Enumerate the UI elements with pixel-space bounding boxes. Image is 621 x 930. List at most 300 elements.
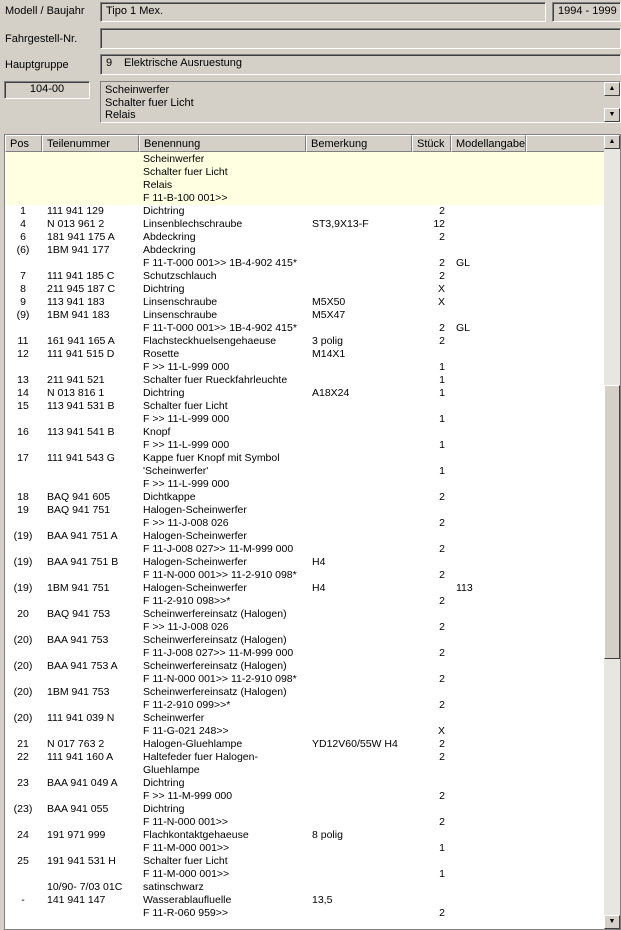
cell-pos: 6 bbox=[20, 231, 26, 243]
cell-stueck: 2 bbox=[439, 270, 445, 282]
cell-modellangabe bbox=[456, 556, 526, 569]
table-row[interactable] bbox=[5, 257, 605, 270]
arrow-up-icon[interactable]: ▲ bbox=[604, 82, 620, 96]
cell-stueck: 1 bbox=[439, 361, 445, 373]
cell-teilenummer: 111 941 160 A bbox=[47, 751, 114, 763]
cell-benennung: Dichtring bbox=[143, 777, 185, 789]
table-row[interactable] bbox=[5, 894, 605, 907]
table-row[interactable] bbox=[5, 725, 605, 738]
cell-bemerkung bbox=[312, 413, 412, 426]
cell-stueck: 2 bbox=[439, 335, 445, 347]
table-row[interactable] bbox=[5, 647, 605, 660]
modell-field[interactable]: Tipo 1 Mex. bbox=[100, 2, 546, 22]
cell-modellangabe bbox=[456, 166, 526, 179]
cell-benennung: F 11-N-000 001>> 11-2-910 098* bbox=[143, 569, 297, 581]
cell-stueck: 1 bbox=[439, 374, 445, 386]
cell-stueck bbox=[409, 608, 445, 621]
cell-bemerkung: H4 bbox=[312, 556, 326, 568]
cell-modellangabe bbox=[456, 205, 526, 218]
cell-bemerkung bbox=[312, 842, 412, 855]
cell-bemerkung bbox=[312, 478, 412, 491]
cell-modellangabe bbox=[456, 868, 526, 881]
cell-stueck: X bbox=[437, 283, 445, 295]
cell-modellangabe bbox=[456, 309, 526, 322]
cell-stueck bbox=[409, 530, 445, 543]
cell-benennung: Dichtring bbox=[143, 387, 185, 399]
cell-benennung: F 11-2-910 099>>* bbox=[143, 699, 231, 711]
header-bemerkung[interactable]: Bemerkung bbox=[306, 135, 412, 152]
cell-bemerkung bbox=[312, 205, 412, 218]
cell-pos: 20 bbox=[17, 608, 29, 620]
cell-pos bbox=[5, 881, 41, 894]
cell-teilenummer bbox=[47, 673, 139, 686]
cell-stueck bbox=[409, 777, 445, 790]
cell-bemerkung bbox=[312, 244, 412, 257]
cell-modellangabe bbox=[456, 907, 526, 920]
table-row[interactable] bbox=[5, 556, 605, 569]
cell-teilenummer bbox=[47, 465, 139, 478]
cell-bemerkung: 3 polig bbox=[312, 335, 343, 347]
table-row[interactable] bbox=[5, 842, 605, 855]
cell-modellangabe bbox=[456, 660, 526, 673]
cell-modellangabe bbox=[456, 413, 526, 426]
cell-teilenummer: 141 941 147 bbox=[47, 894, 106, 906]
cell-benennung: F >> 11-L-999 000 bbox=[143, 413, 230, 425]
cell-pos bbox=[5, 907, 41, 920]
cell-pos: 21 bbox=[17, 738, 29, 750]
table-row[interactable] bbox=[5, 296, 605, 309]
cell-benennung: Halogen-Gluehlampe bbox=[143, 738, 243, 750]
table-header bbox=[5, 135, 605, 152]
scrollbar-thumb[interactable] bbox=[604, 385, 620, 659]
cell-benennung: Halogen-Scheinwerfer bbox=[143, 556, 247, 568]
cell-modellangabe bbox=[456, 478, 526, 491]
cell-pos: 23 bbox=[17, 777, 29, 789]
table-row[interactable] bbox=[5, 686, 605, 699]
cell-benennung: Schutzschlauch bbox=[143, 270, 217, 282]
table-row[interactable] bbox=[5, 179, 605, 192]
cell-modellangabe bbox=[456, 179, 526, 192]
cell-benennung: F 11-T-000 001>> 1B-4-902 415* bbox=[143, 322, 297, 334]
cell-pos: 22 bbox=[17, 751, 29, 763]
table-row[interactable] bbox=[5, 387, 605, 400]
cell-pos bbox=[5, 478, 41, 491]
cell-teilenummer: 1BM 941 177 bbox=[47, 244, 110, 256]
cell-stueck bbox=[409, 153, 445, 166]
table-row[interactable] bbox=[5, 634, 605, 647]
fahrgestell-field[interactable] bbox=[100, 28, 621, 49]
table-row[interactable] bbox=[5, 530, 605, 543]
table-row[interactable] bbox=[5, 322, 605, 335]
cell-stueck: 1 bbox=[439, 842, 445, 854]
table-row[interactable] bbox=[5, 504, 605, 517]
cell-benennung: Knopf bbox=[143, 426, 171, 438]
cell-benennung: Scheinwerfereinsatz (Halogen) bbox=[143, 686, 287, 698]
cell-modellangabe bbox=[456, 569, 526, 582]
cell-benennung: Halogen-Scheinwerfer bbox=[143, 504, 247, 516]
cell-stueck: 2 bbox=[439, 647, 445, 659]
cell-teilenummer bbox=[47, 764, 139, 777]
cell-bemerkung: 8 polig bbox=[312, 829, 343, 841]
table-row[interactable] bbox=[5, 452, 605, 465]
cell-stueck: 2 bbox=[439, 205, 445, 217]
cell-bemerkung bbox=[312, 907, 412, 920]
cell-teilenummer bbox=[47, 361, 139, 374]
cell-pos: 9 bbox=[20, 296, 26, 308]
table-row[interactable] bbox=[5, 738, 605, 751]
table-row[interactable] bbox=[5, 361, 605, 374]
cell-teilenummer: N 013 961 2 bbox=[47, 218, 105, 230]
cell-stueck bbox=[409, 764, 445, 777]
cell-stueck: 2 bbox=[439, 569, 445, 581]
cell-teilenummer bbox=[47, 153, 139, 166]
cell-teilenummer bbox=[47, 816, 139, 829]
table-row[interactable] bbox=[5, 309, 605, 322]
table-row[interactable] bbox=[5, 855, 605, 868]
cell-modellangabe bbox=[456, 894, 526, 907]
cell-teilenummer bbox=[47, 166, 139, 179]
cell-modellangabe bbox=[456, 608, 526, 621]
cell-stueck: 2 bbox=[439, 517, 445, 529]
table-row[interactable] bbox=[5, 751, 605, 764]
cell-stueck: 2 bbox=[439, 673, 445, 685]
cell-bemerkung: M14X1 bbox=[312, 348, 346, 360]
cell-stueck: 1 bbox=[439, 868, 445, 880]
cell-benennung: Scheinwerfer bbox=[143, 712, 205, 724]
table-row[interactable] bbox=[5, 231, 605, 244]
cell-benennung: F >> 11-L-999 000 bbox=[143, 439, 230, 451]
cell-stueck bbox=[409, 803, 445, 816]
cell-pos bbox=[5, 257, 41, 270]
cell-teilenummer: 111 941 185 C bbox=[47, 270, 115, 282]
cell-pos: 13 bbox=[17, 374, 29, 386]
cell-teilenummer: 161 941 165 A bbox=[47, 335, 115, 347]
cell-stueck bbox=[409, 686, 445, 699]
cell-teilenummer: 113 941 541 B bbox=[47, 426, 115, 438]
cell-benennung: Flachsteckhuelsengehaeuse bbox=[143, 335, 277, 347]
cell-stueck bbox=[409, 881, 445, 894]
cell-teilenummer: BAA 941 751 A bbox=[47, 530, 118, 542]
cell-stueck: 2 bbox=[439, 543, 445, 555]
table-row[interactable] bbox=[5, 400, 605, 413]
cell-pos: (9) bbox=[16, 309, 30, 321]
cell-modellangabe bbox=[456, 348, 526, 361]
cell-teilenummer: 181 941 175 A bbox=[47, 231, 115, 243]
cell-pos bbox=[5, 764, 41, 777]
table-row[interactable] bbox=[5, 244, 605, 257]
table-row[interactable] bbox=[5, 218, 605, 231]
table-row[interactable] bbox=[5, 868, 605, 881]
cell-pos: 7 bbox=[20, 270, 26, 282]
cell-modellangabe bbox=[456, 491, 526, 504]
cell-teilenummer: 191 941 531 H bbox=[47, 855, 116, 867]
cell-modellangabe bbox=[456, 231, 526, 244]
cell-bemerkung bbox=[312, 361, 412, 374]
cell-modellangabe bbox=[456, 543, 526, 556]
cell-benennung: Flachkontaktgehaeuse bbox=[143, 829, 249, 841]
cell-teilenummer bbox=[47, 322, 139, 335]
cell-bemerkung bbox=[312, 595, 412, 608]
cell-pos bbox=[5, 179, 41, 192]
table-row[interactable] bbox=[5, 699, 605, 712]
cell-benennung: F 11-R-060 959>> bbox=[143, 907, 229, 919]
cell-bemerkung bbox=[312, 257, 412, 270]
cell-modellangabe bbox=[456, 738, 526, 751]
table-row[interactable] bbox=[5, 803, 605, 816]
cell-bemerkung bbox=[312, 673, 412, 686]
cell-benennung: Scheinwerfereinsatz (Halogen) bbox=[143, 660, 287, 672]
cell-stueck bbox=[409, 192, 445, 205]
cell-stueck bbox=[409, 400, 445, 413]
cell-pos: 25 bbox=[17, 855, 29, 867]
cell-pos bbox=[5, 673, 41, 686]
cell-modellangabe bbox=[456, 634, 526, 647]
cell-teilenummer bbox=[47, 725, 139, 738]
cell-pos: (20) bbox=[13, 686, 33, 698]
cell-benennung: F >> 11-J-008 026 bbox=[143, 621, 229, 633]
cell-bemerkung bbox=[312, 465, 412, 478]
cell-teilenummer: 1BM 941 183 bbox=[47, 309, 110, 321]
table-row[interactable] bbox=[5, 426, 605, 439]
cell-bemerkung bbox=[312, 283, 412, 296]
cell-benennung: Rosette bbox=[143, 348, 180, 360]
cell-benennung: 'Scheinwerfer' bbox=[143, 465, 209, 477]
cell-teilenummer: 111 941 129 bbox=[47, 205, 104, 217]
cell-bemerkung bbox=[312, 660, 412, 673]
table-row[interactable] bbox=[5, 660, 605, 673]
cell-benennung: F 11-J-008 027>> 11-M-999 000 bbox=[143, 543, 294, 555]
table-row[interactable] bbox=[5, 348, 605, 361]
cell-stueck bbox=[409, 712, 445, 725]
cell-pos bbox=[5, 816, 41, 829]
cell-modellangabe bbox=[456, 517, 526, 530]
cell-stueck bbox=[409, 348, 445, 361]
cell-teilenummer bbox=[47, 413, 139, 426]
cell-bemerkung: M5X50 bbox=[312, 296, 346, 308]
cell-benennung: Relais bbox=[143, 179, 173, 191]
cell-bemerkung bbox=[312, 803, 412, 816]
cell-modellangabe bbox=[456, 244, 526, 257]
cell-bemerkung: A18X24 bbox=[312, 387, 350, 399]
cell-bemerkung bbox=[312, 543, 412, 556]
cell-modellangabe bbox=[456, 153, 526, 166]
cell-pos bbox=[5, 166, 41, 179]
cell-modellangabe bbox=[456, 387, 526, 400]
cell-bemerkung bbox=[312, 400, 412, 413]
cell-teilenummer bbox=[47, 439, 139, 452]
cell-bemerkung bbox=[312, 608, 412, 621]
cell-pos bbox=[5, 699, 41, 712]
cell-bemerkung bbox=[312, 322, 412, 335]
cell-modellangabe bbox=[456, 374, 526, 387]
cell-benennung: F 11-N-000 001>> bbox=[143, 816, 229, 828]
cell-pos: (20) bbox=[13, 660, 33, 672]
subgroup-code[interactable]: 104-00 bbox=[4, 81, 90, 99]
cell-teilenummer bbox=[47, 842, 139, 855]
table-row[interactable] bbox=[5, 608, 605, 621]
cell-modellangabe bbox=[456, 699, 526, 712]
cell-stueck: 2 bbox=[439, 738, 445, 750]
cell-modellangabe bbox=[456, 426, 526, 439]
cell-stueck: 2 bbox=[439, 322, 445, 334]
table-row[interactable] bbox=[5, 777, 605, 790]
header-benennung[interactable]: Benennung bbox=[139, 135, 306, 152]
cell-pos bbox=[5, 543, 41, 556]
cell-teilenummer bbox=[47, 699, 139, 712]
cell-benennung: F >> 11-J-008 026 bbox=[143, 517, 229, 529]
subgroup-line: Relais bbox=[105, 109, 136, 121]
table-row[interactable] bbox=[5, 712, 605, 725]
cell-modellangabe bbox=[456, 881, 526, 894]
table-row[interactable] bbox=[5, 439, 605, 452]
cell-bemerkung bbox=[312, 569, 412, 582]
table-row[interactable] bbox=[5, 621, 605, 634]
cell-bemerkung bbox=[312, 777, 412, 790]
cell-bemerkung bbox=[312, 517, 412, 530]
cell-stueck: X bbox=[437, 725, 445, 737]
cell-bemerkung bbox=[312, 439, 412, 452]
table-row[interactable] bbox=[5, 764, 605, 777]
table-row[interactable] bbox=[5, 517, 605, 530]
cell-bemerkung bbox=[312, 231, 412, 244]
cell-modellangabe bbox=[456, 218, 526, 231]
cell-teilenummer: BAQ 941 751 bbox=[47, 504, 111, 516]
header-teilenummer[interactable]: Teilenummer bbox=[42, 135, 139, 152]
table-row[interactable] bbox=[5, 205, 605, 218]
arrow-down-icon[interactable]: ▼ bbox=[604, 108, 620, 122]
cell-benennung: F >> 11-L-999 000 bbox=[143, 478, 230, 490]
cell-pos bbox=[5, 725, 41, 738]
cell-modellangabe bbox=[456, 400, 526, 413]
table-row[interactable] bbox=[5, 283, 605, 296]
cell-pos bbox=[5, 322, 41, 335]
table-row[interactable] bbox=[5, 413, 605, 426]
cell-stueck: 1 bbox=[439, 387, 445, 399]
cell-benennung: Dichtring bbox=[143, 283, 185, 295]
cell-pos: 14 bbox=[17, 387, 29, 399]
cell-pos: 12 bbox=[17, 348, 29, 360]
table-row[interactable] bbox=[5, 595, 605, 608]
cell-teilenummer: 1BM 941 751 bbox=[47, 582, 110, 594]
cell-stueck: 12 bbox=[433, 218, 445, 230]
cell-bemerkung bbox=[312, 816, 412, 829]
table-row[interactable] bbox=[5, 491, 605, 504]
cell-modellangabe bbox=[456, 335, 526, 348]
cell-bemerkung bbox=[312, 881, 412, 894]
cell-bemerkung bbox=[312, 855, 412, 868]
cell-modellangabe bbox=[456, 829, 526, 842]
cell-pos bbox=[5, 153, 41, 166]
cell-benennung: Schalter fuer Rueckfahrleuchte bbox=[143, 374, 288, 386]
table-row[interactable] bbox=[5, 907, 605, 920]
table-row[interactable] bbox=[5, 192, 605, 205]
cell-bemerkung bbox=[312, 504, 412, 517]
cell-bemerkung bbox=[312, 166, 412, 179]
cell-pos bbox=[5, 621, 41, 634]
cell-teilenummer: BAA 941 753 A bbox=[47, 660, 118, 672]
cell-benennung: Schalter fuer Licht bbox=[143, 855, 228, 867]
cell-pos: (19) bbox=[13, 556, 33, 568]
cell-benennung: Abdeckring bbox=[143, 244, 196, 256]
modell-label: Modell / Baujahr bbox=[5, 5, 85, 17]
cell-stueck: 1 bbox=[439, 413, 445, 425]
table-row[interactable] bbox=[5, 543, 605, 556]
table-row[interactable] bbox=[5, 166, 605, 179]
cell-benennung: Linsenblechschraube bbox=[143, 218, 243, 230]
cell-pos: 1 bbox=[20, 205, 26, 217]
cell-stueck: 2 bbox=[439, 257, 445, 269]
cell-bemerkung bbox=[312, 491, 412, 504]
cell-benennung: F 11-G-021 248>> bbox=[143, 725, 229, 737]
table-row[interactable] bbox=[5, 153, 605, 166]
cell-modellangabe bbox=[456, 855, 526, 868]
fahrgestell-label: Fahrgestell-Nr. bbox=[5, 33, 78, 45]
table-row[interactable] bbox=[5, 569, 605, 582]
cell-pos bbox=[5, 465, 41, 478]
cell-bemerkung: H4 bbox=[312, 582, 326, 594]
cell-stueck: 2 bbox=[439, 231, 445, 243]
table-row[interactable] bbox=[5, 790, 605, 803]
table-row[interactable] bbox=[5, 270, 605, 283]
table-row[interactable] bbox=[5, 335, 605, 348]
cell-teilenummer bbox=[47, 595, 139, 608]
cell-benennung: F 11-J-008 027>> 11-M-999 000 bbox=[143, 647, 294, 659]
cell-modellangabe bbox=[456, 283, 526, 296]
table-row[interactable] bbox=[5, 478, 605, 491]
cell-modellangabe bbox=[456, 530, 526, 543]
cell-stueck: 1 bbox=[439, 439, 445, 451]
table-row[interactable] bbox=[5, 829, 605, 842]
hauptgruppe-field[interactable] bbox=[100, 54, 621, 75]
cell-stueck bbox=[409, 309, 445, 322]
header-pos[interactable]: Pos bbox=[5, 135, 42, 152]
cell-pos: 11 bbox=[17, 335, 29, 347]
hauptgruppe-label: Hauptgruppe bbox=[5, 59, 69, 71]
cell-stueck: 1 bbox=[439, 465, 445, 477]
cell-modellangabe bbox=[456, 725, 526, 738]
table-row[interactable] bbox=[5, 374, 605, 387]
cell-stueck bbox=[409, 660, 445, 673]
cell-stueck bbox=[409, 894, 445, 907]
cell-stueck: 2 bbox=[439, 595, 445, 607]
header-modellangabe[interactable]: Modellangabe bbox=[451, 135, 526, 152]
cell-pos: 16 bbox=[17, 426, 29, 438]
table-row[interactable] bbox=[5, 582, 605, 595]
cell-pos: (19) bbox=[13, 582, 33, 594]
baujahr-field[interactable]: 1994 - 1999 bbox=[552, 2, 621, 22]
table-row[interactable] bbox=[5, 465, 605, 478]
cell-bemerkung bbox=[312, 374, 412, 387]
table-scrollbar[interactable] bbox=[604, 135, 620, 929]
table-row[interactable] bbox=[5, 881, 605, 894]
header-stueck[interactable]: Stück bbox=[412, 135, 451, 152]
cell-stueck bbox=[409, 556, 445, 569]
description-scrollbar[interactable] bbox=[604, 82, 620, 122]
table-row[interactable] bbox=[5, 816, 605, 829]
cell-teilenummer bbox=[47, 790, 139, 803]
arrow-down-icon[interactable]: ▼ bbox=[604, 915, 620, 929]
cell-stueck: 2 bbox=[439, 790, 445, 802]
cell-modellangabe: GL bbox=[456, 257, 471, 269]
cell-modellangabe bbox=[456, 504, 526, 517]
cell-teilenummer: 111 941 515 D bbox=[47, 348, 115, 360]
arrow-up-icon[interactable]: ▲ bbox=[604, 135, 620, 149]
cell-teilenummer: N 013 816 1 bbox=[47, 387, 105, 399]
cell-bemerkung bbox=[312, 153, 412, 166]
cell-benennung: Dichtring bbox=[143, 803, 185, 815]
cell-teilenummer: 10/90- 7/03 01C bbox=[47, 881, 123, 893]
table-row[interactable] bbox=[5, 673, 605, 686]
